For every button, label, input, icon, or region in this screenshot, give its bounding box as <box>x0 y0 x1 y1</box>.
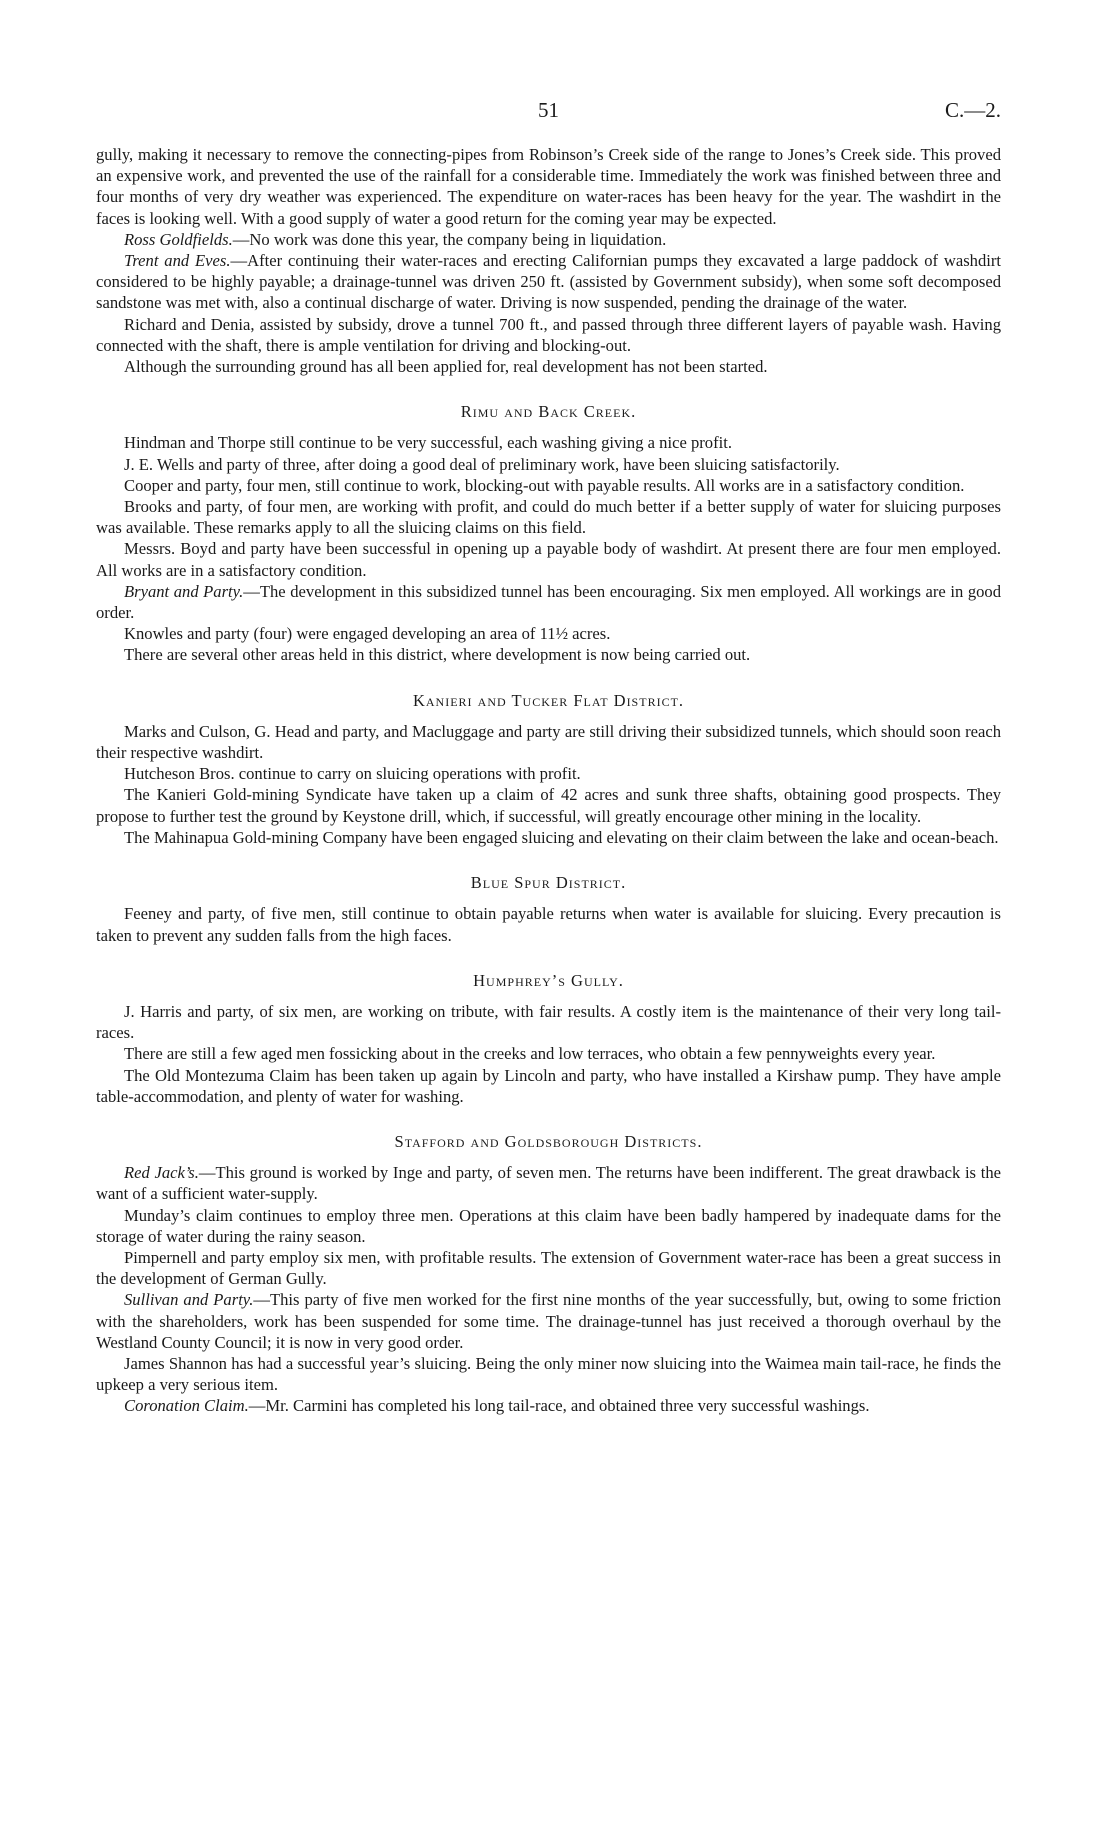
paragraph-text: Pimpernell and party employ six men, with profitable results. The extension of Government water-race has been a great success in the development of German Gully. <box>96 1247 1001 1289</box>
paragraph-text: The Old Montezuma Claim has been taken up again by Lincoln and party, who have installed a Kirshaw pump. They have ample table-accommodation, and plenty of water for washing. <box>96 1065 1001 1106</box>
paragraph <box>96 432 1001 453</box>
paragraph-text: Hindman and Thorpe still continue to be very successful, each washing giving a nice profit. <box>124 433 732 453</box>
paragraph-text: gully, making it necessary to remove the connecting-pipes from Robinson’s Creek side of the range to Jones’s Creek side. This proved an expensive work, and prevented the use of the rainfall for a considerable time. Immediately the work was finished between three and four months of very dry weather was experienced. The expenditure on water-races has been heavy for the year. The washdirt in the faces is looking well. With a good supply of water a good return for the coming year may be expected. <box>96 145 1001 228</box>
paragraph <box>96 1043 1001 1064</box>
paragraph <box>96 1162 1001 1204</box>
paragraph <box>96 903 1001 945</box>
paragraph-lead: Red Jack’s. <box>124 1163 199 1183</box>
paragraph <box>96 581 1001 623</box>
section-heading: Stafford and Goldsborough Districts. <box>394 1131 703 1151</box>
paragraph-text: —This ground is worked by Inge and party, of seven men. The returns have been indifferent. The great drawback is the want of a sufficient water-supply. <box>96 1163 1001 1204</box>
paragraph-text: J. Harris and party, of six men, are working on tribute, with fair results. A costly item is the maintenance of their very long tail-races. <box>96 1001 1001 1043</box>
paragraph <box>96 1353 1001 1395</box>
paragraph-text: —Mr. Carmini has completed his long tail-race, and obtained three very successful washings. <box>248 1396 870 1416</box>
paragraph-text: Knowles and party (four) were engaged developing an area of 11½ acres. <box>124 624 611 644</box>
paragraph-text: —The development in this subsidized tunnel has been encouraging. Six men employed. All workings are in good order. <box>96 581 1002 623</box>
paragraph-text: Although the surrounding ground has all been applied for, real development has not been started. <box>124 357 768 377</box>
paragraph-text: Messrs. Boyd and party have been successful in opening up a payable body of washdirt. At present there are four men employed. All works are in a satisfactory condition. <box>96 539 1001 580</box>
page-number: 51 <box>538 98 559 122</box>
paragraph <box>96 356 1001 377</box>
paragraph <box>96 538 1001 580</box>
section-heading: Blue Spur District. <box>470 873 627 893</box>
paragraph-lead: Trent and Eves. <box>124 251 231 271</box>
document-page <box>96 96 1001 1417</box>
document-reference: C.—2. <box>944 98 1001 122</box>
paragraph-text: Marks and Culson, G. Head and party, and Macluggage and party are still driving their subsidized tunnels, which should soon reach their respective washdirt. <box>96 721 1001 763</box>
paragraph-text: Munday’s claim continues to employ three men. Operations at this claim have been badly hampered by inadequate dams for the storage of water during the rainy season. <box>96 1205 1001 1246</box>
paragraph <box>96 763 1001 784</box>
paragraph <box>96 1247 1001 1289</box>
page-header <box>96 96 1001 136</box>
paragraph <box>96 1395 1001 1416</box>
paragraph-text: —After continuing their water-races and erecting Californian pumps they excavated a large paddock of washdirt considered to be highly payable; a drainage-tunnel was driven 250 ft. (assisted by Government subsidy), when some soft decomposed sandstone was met with, also a continual discharge of water. Driving is now suspended, pending the drainage of the water. <box>96 251 1002 313</box>
paragraph-text: J. E. Wells and party of three, after doing a good deal of preliminary work, have been sluicing satisfactorily. <box>124 454 840 474</box>
paragraph-text: Cooper and party, four men, still continue to work, blocking-out with payable results. All works are in a satisfactory condition. <box>124 475 965 495</box>
paragraph <box>96 1205 1001 1247</box>
paragraph <box>96 475 1001 496</box>
paragraph-lead: Coronation Claim. <box>124 1396 249 1416</box>
paragraph-text: —This party of five men worked for the first nine months of the year successfully, but, owing to some friction with the shareholders, work has been suspended for some time. The drainage-tunnel has just received a thorough overhaul by the Westland County Council; it is now in very good order. <box>96 1290 1002 1352</box>
paragraph <box>96 721 1001 763</box>
section-heading: Kanieri and Tucker Flat District. <box>412 690 685 710</box>
paragraph-text: The Kanieri Gold-mining Syndicate have taken up a claim of 42 acres and sunk three shafts, obtaining good prospects. They propose to further test the ground by Keystone drill, which, if successful, will greatly encourage other mining in the locality. <box>96 785 1001 826</box>
paragraph-text: —No work was done this year, the company being in liquidation. <box>232 229 667 249</box>
paragraph <box>96 314 1001 356</box>
paragraph <box>96 250 1001 314</box>
paragraph <box>96 1001 1001 1043</box>
paragraph-text: Brooks and party, of four men, are working with profit, and could do much better if a better supply of water for sluicing purposes was available. These remarks apply to all the sluicing claims on this field. <box>96 497 1001 538</box>
paragraph-lead: Sullivan and Party. <box>124 1290 254 1310</box>
paragraph-text: Richard and Denia, assisted by subsidy, drove a tunnel 700 ft., and passed through three different layers of payable wash. Having connected with the shaft, there is ample ventilation for driving and blocking-out. <box>96 314 1001 355</box>
paragraph-text: James Shannon has had a successful year’s sluicing. Being the only miner now sluicing into the Waimea main tail-race, he finds the upkeep a very serious item. <box>96 1353 1001 1395</box>
paragraph-text: Hutcheson Bros. continue to carry on sluicing operations with profit. <box>124 764 581 784</box>
paragraph <box>96 1065 1001 1107</box>
paragraph-text: Feeney and party, of five men, still continue to obtain payable returns when water is available for sluicing. Every precaution is taken to prevent any sudden falls from the high faces. <box>96 904 1001 945</box>
paragraph-lead: Ross Goldfields. <box>124 229 233 249</box>
paragraph <box>96 827 1001 848</box>
paragraph-lead: Bryant and Party. <box>124 581 244 601</box>
paragraph <box>96 229 1001 250</box>
section-heading: Rimu and Back Creek. <box>460 402 637 422</box>
page-body <box>96 144 1001 1417</box>
paragraph <box>96 496 1001 538</box>
paragraph <box>96 144 1001 229</box>
paragraph-text: There are still a few aged men fossicking about in the creeks and low terraces, who obtain a few pennyweights every year. <box>124 1044 936 1064</box>
paragraph-text: There are several other areas held in this district, where development is now being carried out. <box>124 645 751 665</box>
section-heading: Humphrey’s Gully. <box>473 970 624 990</box>
paragraph <box>96 644 1001 665</box>
paragraph-text: The Mahinapua Gold-mining Company have been engaged sluicing and elevating on their claim between the lake and ocean-beach. <box>124 827 999 847</box>
paragraph <box>96 784 1001 826</box>
paragraph <box>96 454 1001 475</box>
paragraph <box>96 623 1001 644</box>
paragraph <box>96 1289 1001 1353</box>
